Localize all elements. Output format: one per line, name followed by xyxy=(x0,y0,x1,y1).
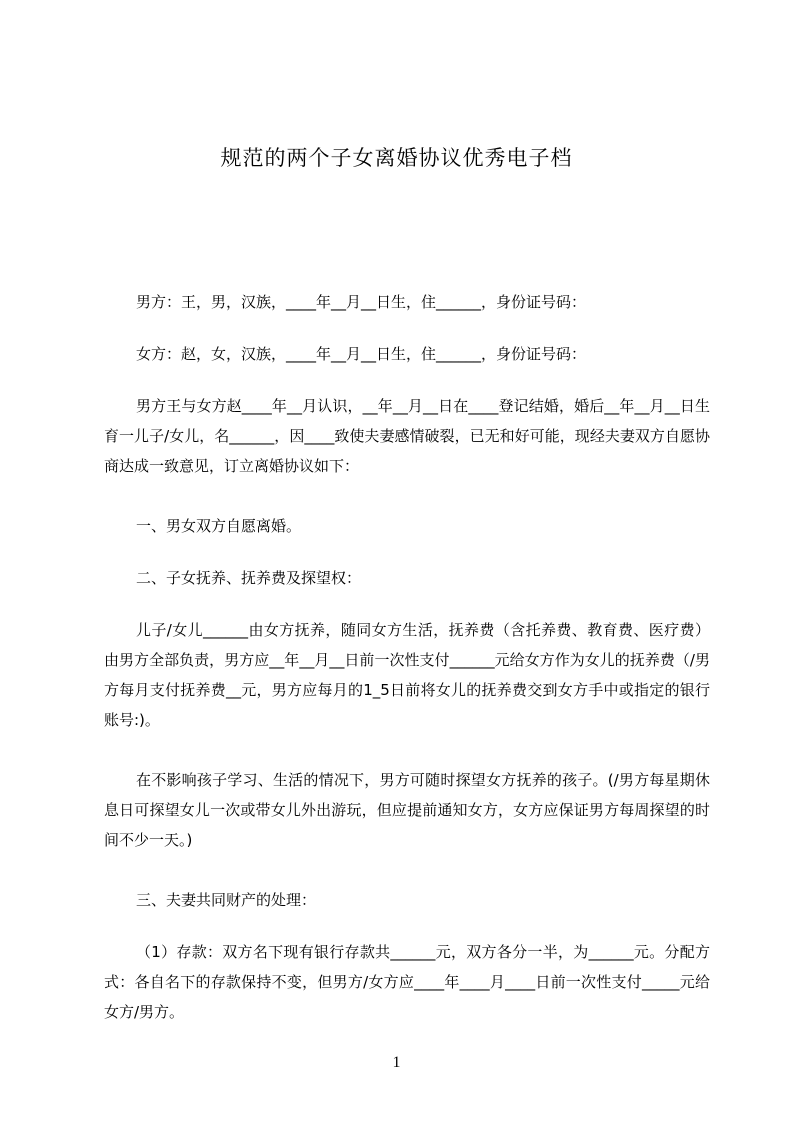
document-title: 规范的两个子女离婚协议优秀电子档 xyxy=(220,146,573,170)
visitation-terms: 在不影响孩子学习、生活的情况下，男方可随时探望女方抚养的孩子。(/男方每星期休息日可探望女儿一次或带女儿外出游玩，但应提前通知女方，女方应保证男方每周探望的时间不少一天。) xyxy=(104,771,710,849)
clause-child-custody-heading: 二、子女抚养、抚养费及探望权： xyxy=(136,569,362,587)
clause-property-heading: 三、夫妻共同财产的处理： xyxy=(136,891,317,909)
child-support-terms: 儿子/女儿______由女方抚养，随同女方生活，抚养费（含托养费、教育费、医疗费）由男方全部负责，男方应__年__月__日前一次性支付______元给女方作为女儿的抚养费（/男方每月支付抚养费__元，男方应每月的1_5日前将女儿的抚养费交到女方手中或指定的银行账号:)。 xyxy=(104,621,710,729)
page-number: 1 xyxy=(392,1054,401,1071)
savings-terms: （1）存款：双方名下现有银行存款共______元，双方各分一半，为______元。分配方式：各自名下的存款保持不变，但男方/女方应____年____月____日前一次性支付_____元给女方/男方。 xyxy=(104,943,710,1021)
document-body xyxy=(104,287,710,1027)
male-party-info: 男方：王，男，汉族，____年__月__日生，住______，身份证号码： xyxy=(136,293,587,311)
clause-divorce: 一、男女双方自愿离婚。 xyxy=(136,517,302,535)
female-party-info: 女方：赵，女，汉族，____年__月__日生，住______，身份证号码： xyxy=(136,345,587,363)
marriage-background: 男方王与女方赵____年__月认识，__年__月__日在____登记结婚，婚后__年__月__日生育一儿子/女儿，名______，因____致使夫妻感情破裂，已无和好可能，现经夫妻双方自愿协商达成一致意见，订立离婚协议如下： xyxy=(104,397,710,475)
